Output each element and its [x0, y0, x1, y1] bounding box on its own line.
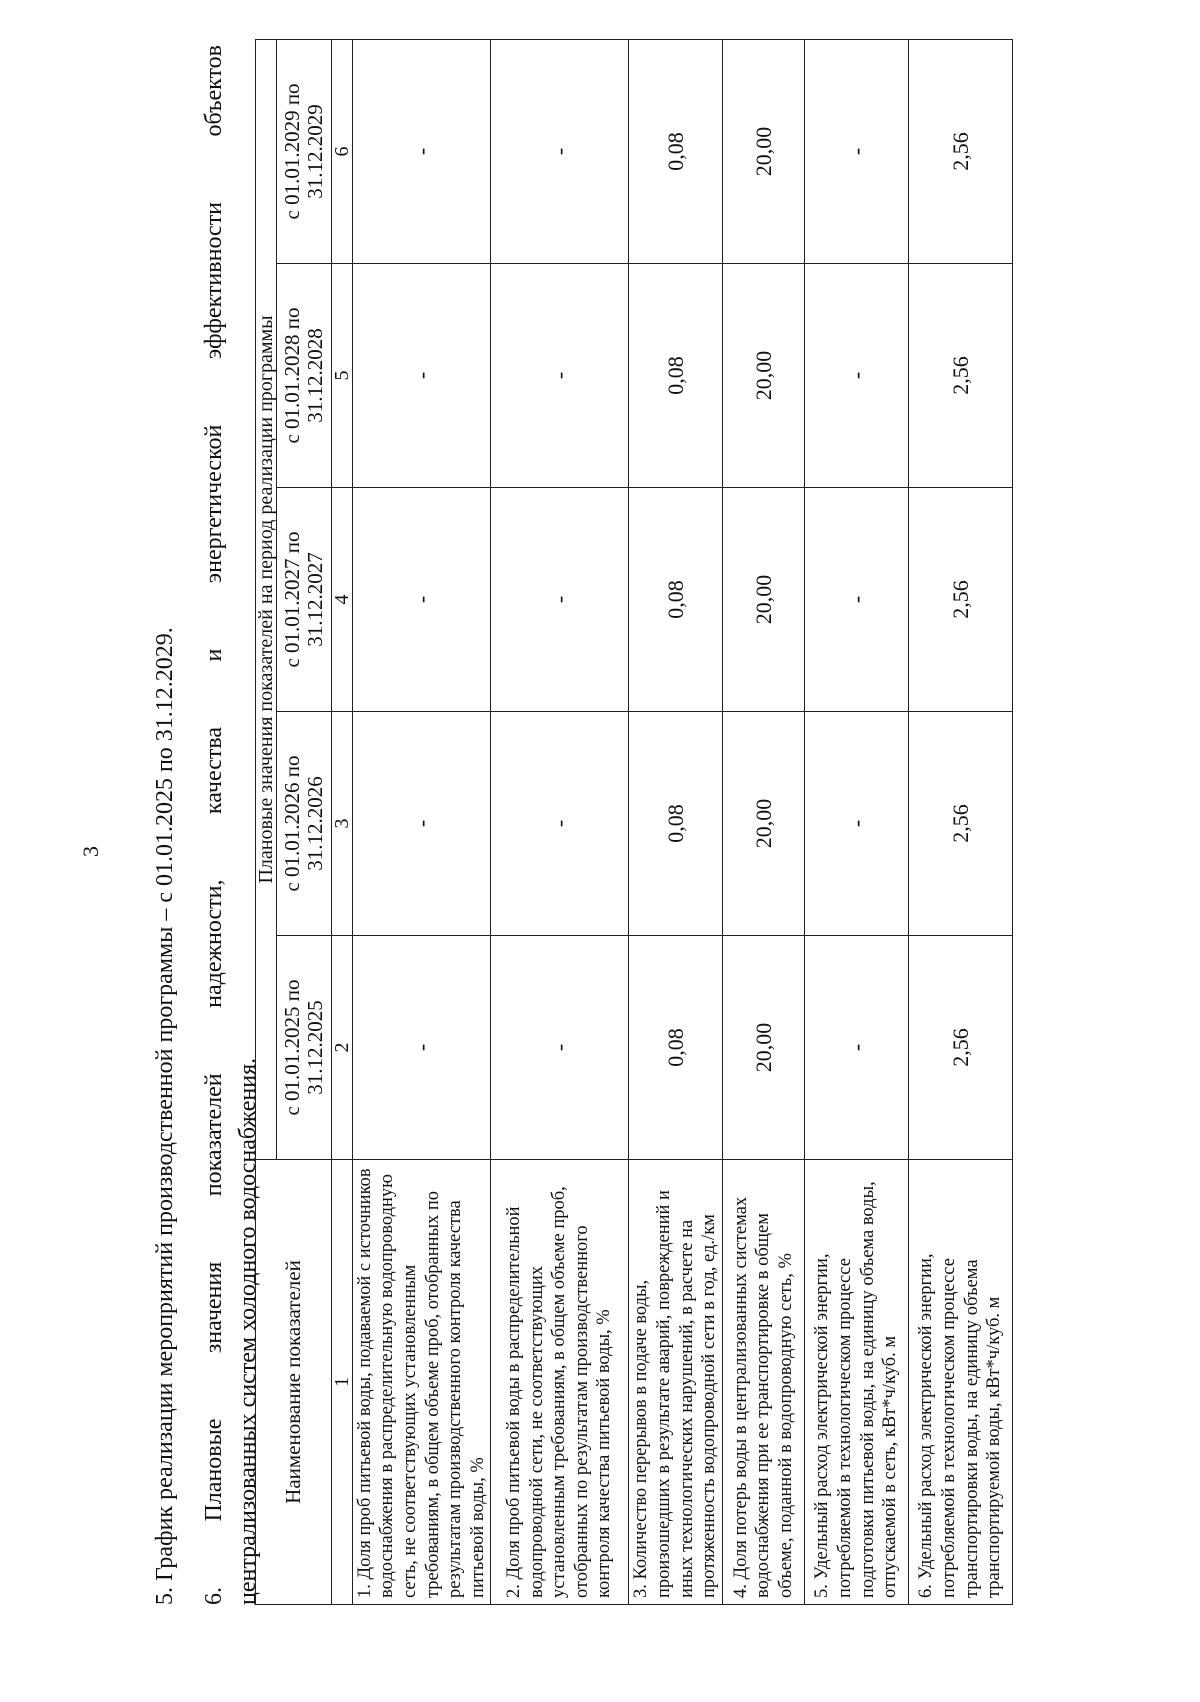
column-number: 5: [332, 264, 353, 488]
indicator-name: 4. Доля потерь воды в централизованных системах водоснабжения при ее транспортировке в общем объеме, поданной в водопроводную сеть, %: [723, 1160, 805, 1605]
section-6-title-line-1: 6. Плановые значения показателей надежности, качества и энергетической эффективности объектов: [201, 45, 227, 1605]
column-number: 1: [332, 1160, 353, 1605]
indicator-value: -: [491, 39, 629, 263]
indicator-name: 1. Доля проб питьевой воды, подаваемой с источников водоснабжения в распределительную водопроводную сеть, не соответствующих установленным требованиям, в общем объеме проб, отобранных по результатам производственного контроля качества питьевой воды, %: [353, 1160, 491, 1605]
table-row: [909, 39, 1013, 1604]
header-period-2027: с 01.01.2027 по 31.12.2027: [277, 488, 332, 712]
indicator-value: 20,00: [723, 488, 805, 712]
indicator-value: 20,00: [723, 936, 805, 1160]
indicator-value: 20,00: [723, 712, 805, 936]
indicator-value: -: [353, 488, 491, 712]
indicator-value: 0,08: [629, 712, 723, 936]
indicator-name: 2. Доля проб питьевой воды в распределительной водопроводной сети, не соответствующих установленным требованиям, в общем объеме проб, отобранных по результатам производственного контроля качества питьевой воды, %: [491, 1160, 629, 1605]
indicator-value: 20,00: [723, 264, 805, 488]
column-number: 6: [332, 39, 353, 263]
indicator-value: 2,56: [909, 488, 1013, 712]
indicator-value: -: [353, 712, 491, 936]
indicator-value: 2,56: [909, 936, 1013, 1160]
table-row: [629, 39, 723, 1604]
table-row: [723, 39, 805, 1604]
header-period-2028: с 01.01.2028 по 31.12.2028: [277, 264, 332, 488]
indicator-value: -: [353, 936, 491, 1160]
indicator-value: 20,00: [723, 39, 805, 263]
indicator-name: 5. Удельный расход электрической энергии, потребляемой в технологическом процессе подготовки питьевой воды, на единицу объема воды, отпускаемой в сеть, кВт*ч/куб. м: [805, 1160, 909, 1605]
indicator-name: 3. Количество перерывов в подаче воды, произошедших в результате аварий, повреждений и иных технологических нарушений, в расчете на протяженность водопроводной сети в год, ед./км: [629, 1160, 723, 1605]
indicator-value: -: [805, 712, 909, 936]
indicator-value: -: [491, 488, 629, 712]
table-row: [353, 39, 491, 1604]
indicator-value: 0,08: [629, 488, 723, 712]
indicator-value: 0,08: [629, 39, 723, 263]
header-indicator-name: Наименование показателей: [256, 1160, 332, 1605]
column-number: 3: [332, 712, 353, 936]
indicator-value: -: [353, 264, 491, 488]
indicator-value: 2,56: [909, 264, 1013, 488]
indicator-value: -: [805, 488, 909, 712]
column-number: 4: [332, 488, 353, 712]
header-period-2025: с 01.01.2025 по 31.12.2025: [277, 936, 332, 1160]
section-5-title: 5. График реализации мероприятий производственной программы – с 01.01.2025 по 31.12.2029.: [152, 627, 178, 1605]
header-planned-values: Плановые значения показателей на период реализации программы: [256, 39, 277, 1159]
indicator-value: 2,56: [909, 39, 1013, 263]
section-6-title-line-2: централизованных систем холодного водоснабжения.: [235, 1057, 261, 1605]
page-number: 3: [78, 846, 103, 857]
indicator-value: 2,56: [909, 712, 1013, 936]
indicator-value: -: [805, 936, 909, 1160]
indicator-value: -: [491, 936, 629, 1160]
indicators-table: [255, 39, 1013, 1605]
indicator-value: -: [353, 39, 491, 263]
header-period-2029: с 01.01.2029 по 31.12.2029: [277, 39, 332, 263]
indicator-value: 0,08: [629, 936, 723, 1160]
indicator-value: -: [491, 712, 629, 936]
indicator-value: 0,08: [629, 264, 723, 488]
indicator-value: -: [805, 264, 909, 488]
table-row: [491, 39, 629, 1604]
indicator-value: -: [491, 264, 629, 488]
table-row: [805, 39, 909, 1604]
indicator-name: 6. Удельный расход электрической энергии, потребляемой в технологическом процессе транспортировки воды, на единицу объема транспортируемой воды, кВт*ч/куб. м: [909, 1160, 1013, 1605]
column-number: 2: [332, 936, 353, 1160]
indicator-value: -: [805, 39, 909, 263]
header-period-2026: с 01.01.2026 по 31.12.2026: [277, 712, 332, 936]
